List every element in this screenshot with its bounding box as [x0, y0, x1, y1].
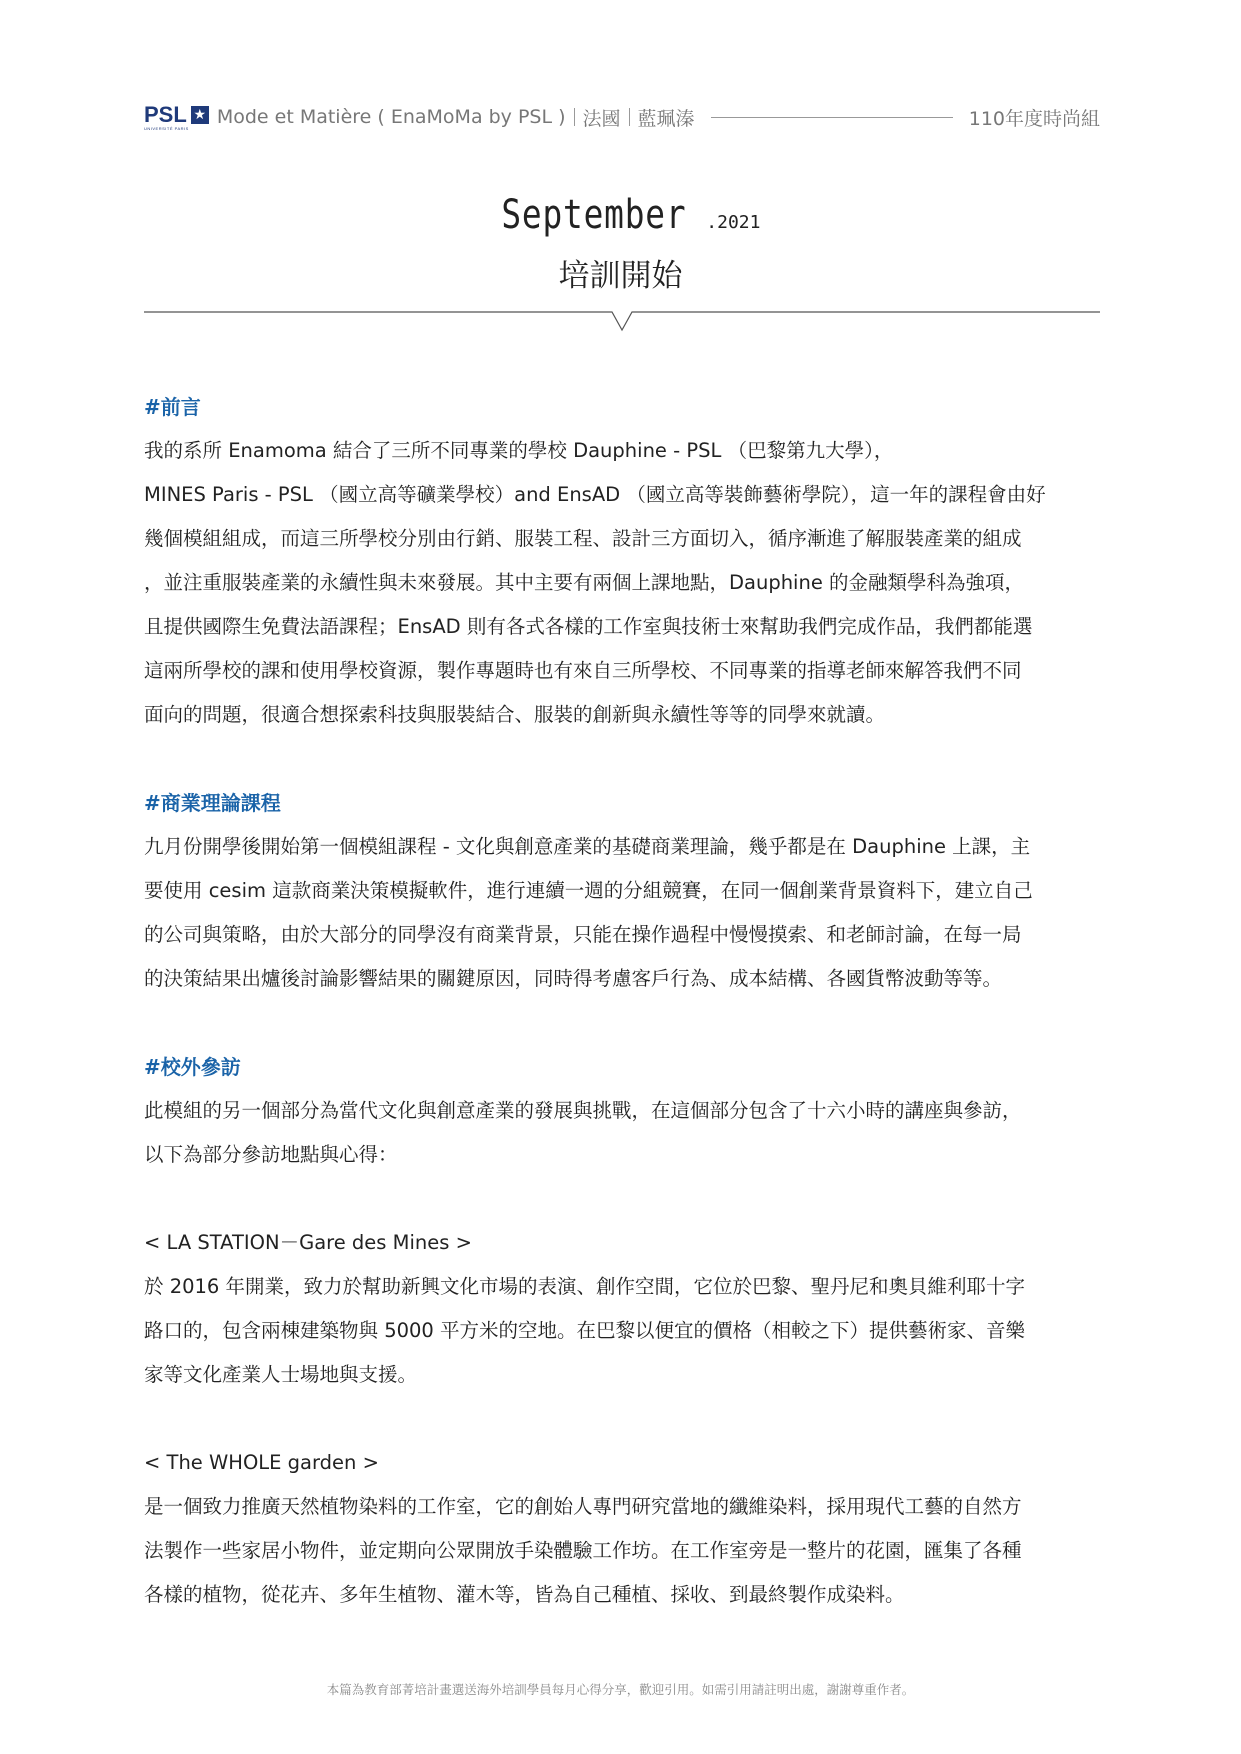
category: 110年度時尚組 [968, 107, 1100, 130]
paragraph-line: MINES Paris - PSL （國立高等礦業學校）and EnsAD （國立高等裝飾藝術學院），這一年的課程會由好 [144, 483, 1046, 506]
section-heading: #校外參訪 [144, 1055, 241, 1079]
paragraph-line: 九月份開學後開始第一個模組課程 - 文化與創意產業的基礎商業理論，幾乎都是在 Dauphine 上課，主 [144, 835, 1031, 858]
paragraph-line: 路口的，包含兩棟建築物與 5000 平方米的空地。在巴黎以便宜的價格（相較之下）提供藝術家、音樂 [144, 1319, 1026, 1342]
program-name: Mode et Matière ( EnaMoMa by PSL ) [216, 106, 566, 128]
paragraph-line: 此模組的另一個部分為當代文化與創意產業的發展與挑戰，在這個部分包含了十六小時的講座與參訪， [144, 1099, 1022, 1122]
paragraph-line: 法製作一些家居小物件，並定期向公眾開放手染體驗工作坊。在工作室旁是一整片的花園，匯集了各種 [144, 1539, 1022, 1562]
paragraph-line: 面向的問題，很適合想探索科技與服裝結合、服裝的創新與永續性等等的同學來就讀。 [144, 703, 886, 726]
country: 法國 [582, 107, 621, 130]
paragraph-line: 幾個模組組成，而這三所學校分別由行銷、服裝工程、設計三方面切入，循序漸進了解服裝產業的組成 [144, 527, 1022, 550]
author-name: 藍珮溱 [637, 107, 695, 130]
paragraph-line: 於 2016 年開業，致力於幫助新興文化市場的表演、創作空間，它位於巴黎、聖丹尼和奧貝維利耶十字 [144, 1275, 1026, 1298]
logo-subtext: UNIVERSITÉ PARIS [144, 125, 189, 131]
paragraph-line: 各樣的植物，從花卉、多年生植物、灌木等，皆為自己種植、採收、到最終製作成染料。 [144, 1583, 905, 1606]
header-rule [711, 117, 953, 118]
psl-logo [144, 101, 209, 131]
page-footer: 本篇為教育部菁培計畫選送海外培訓學員每月心得分享，歡迎引用。如需引用請註明出處，謝謝尊重作者。 [326, 1682, 915, 1697]
paragraph-line: 家等文化產業人士場地與支援。 [144, 1363, 418, 1386]
paragraph-line: 要使用 cesim 這款商業決策模擬軟件，進行連續一週的分組競賽，在同一個創業背景資料下，建立自己 [144, 879, 1033, 902]
paragraph-line: ，並注重服裝產業的永續性與未來發展。其中主要有兩個上課地點，Dauphine 的金融類學科為強項， [144, 571, 1025, 594]
paragraph-line: 以下為部分參訪地點與心得： [144, 1143, 398, 1166]
paragraph-line: 的公司與策略，由於大部分的同學沒有商業背景，只能在操作過程中慢慢摸索、和老師討論，在每一局 [144, 923, 1022, 946]
page-header [144, 102, 1100, 132]
page-subtitle: 培訓開始 [558, 258, 683, 294]
visit-title: < The WHOLE garden > [144, 1451, 379, 1474]
title-year: .2021 [706, 212, 761, 233]
article-body [144, 385, 1100, 1617]
title-month: September [500, 192, 686, 238]
logo-text: PSL [144, 101, 187, 127]
paragraph-line: 且提供國際生免費法語課程；EnsAD 則有各式各樣的工作室與技術士來幫助我們完成作品，我們都能選 [144, 615, 1033, 638]
section-heading: #商業理論課程 [144, 791, 281, 815]
page-title [0, 192, 1241, 238]
title-divider [144, 304, 1100, 334]
section-heading: #前言 [144, 395, 201, 419]
header-separator [574, 108, 575, 126]
paragraph-line: 的決策結果出爐後討論影響結果的關鍵原因，同時得考慮客戶行為、成本結構、各國貨幣波動等等。 [144, 967, 1003, 990]
paragraph-line: 這兩所學校的課和使用學校資源，製作專題時也有來自三所學校、不同專業的指導老師來解答我們不同 [144, 659, 1022, 682]
visit-title: < LA STATION－Gare des Mines > [144, 1231, 472, 1254]
header-separator [629, 108, 630, 126]
paragraph-line: 是一個致力推廣天然植物染料的工作室，它的創始人專門研究當地的纖維染料，採用現代工藝的自然方 [144, 1495, 1022, 1518]
star-icon: ★ [191, 106, 209, 124]
paragraph-line: 我的系所 Enamoma 結合了三所不同專業的學校 Dauphine - PSL （巴黎第九大學）， [144, 439, 894, 462]
